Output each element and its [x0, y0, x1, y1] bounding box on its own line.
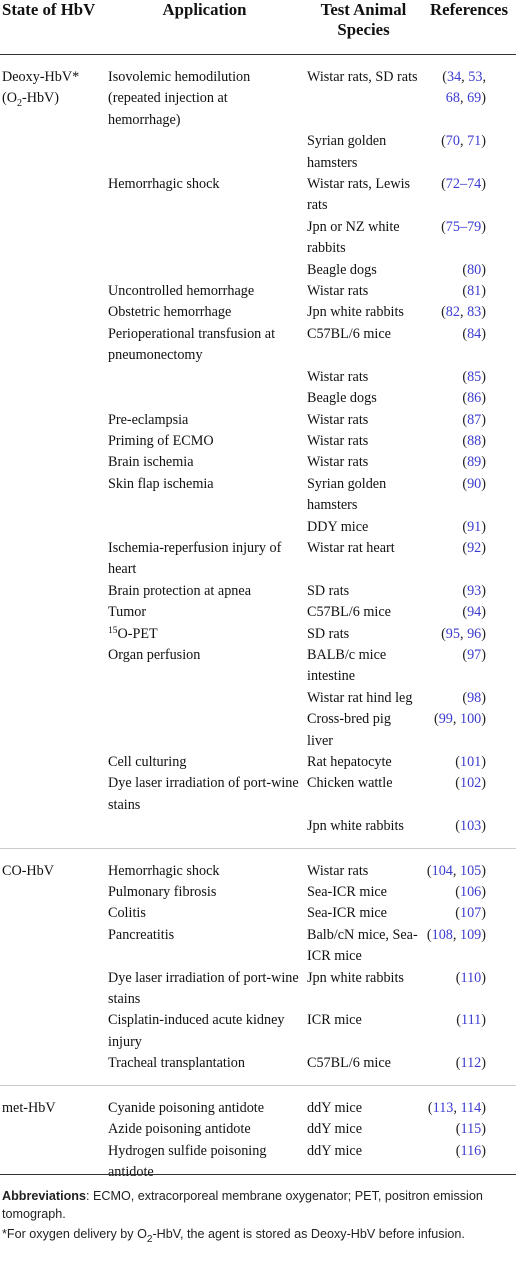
- state-sublabel: $(O_2-HbV)$: [2, 90, 60, 110]
- application-text: Tumor: [108, 604, 147, 621]
- application-cell: [104, 602, 305, 623]
- abbreviations-label: Abbreviations: [2, 1189, 86, 1203]
- references-cell: (116): [455, 1142, 486, 1159]
- application-cell: [104, 55, 305, 132]
- references-cell: (93): [462, 582, 486, 599]
- state-cell: [0, 848, 104, 882]
- application-cell: [104, 709, 305, 752]
- species-cell: Wistar rats, SD rats: [307, 69, 418, 85]
- species-cell: Jpn white rabbits: [307, 304, 404, 321]
- species-cell: Wistar rats: [307, 283, 369, 300]
- state-cell: [0, 474, 104, 517]
- state-cell: [0, 752, 104, 773]
- application-text: Isovolemic hemodilution (repeated injection at hemorrhage): [108, 69, 251, 128]
- state-cell: [0, 581, 104, 602]
- state-cell: [0, 410, 104, 431]
- reference-link[interactable]: 80: [467, 261, 482, 278]
- reference-link[interactable]: 114: [460, 1099, 482, 1116]
- application-text: Pancreatitis: [108, 926, 175, 943]
- reference-link[interactable]: 91: [467, 518, 482, 535]
- reference-link[interactable]: 95: [445, 625, 460, 642]
- references-cell: (95, 96): [441, 625, 486, 642]
- reference-link[interactable]: 71: [467, 133, 482, 150]
- application-text: Pre-eclampsia: [108, 411, 189, 428]
- application-text: Skin flap ischemia: [108, 475, 214, 492]
- application-text: Cisplatin-induced acute kidney injury: [108, 1012, 285, 1050]
- application-cell: [104, 848, 305, 882]
- application-cell: [104, 367, 305, 388]
- references-cell: (111): [456, 1012, 486, 1029]
- references-cell: (104, 105): [426, 862, 486, 879]
- state-cell: [0, 217, 104, 260]
- application-cell: [104, 816, 305, 848]
- state-cell: [0, 517, 104, 538]
- reference-link[interactable]: 109: [459, 926, 482, 943]
- state-cell: [0, 624, 104, 645]
- state-cell: [0, 816, 104, 848]
- species-cell: C57BL/6 mice: [307, 604, 391, 621]
- table-row: [0, 517, 516, 538]
- application-text: Azide poisoning antidote: [108, 1121, 251, 1138]
- reference-link[interactable]: 116: [460, 1142, 482, 1159]
- table-row: [0, 1053, 516, 1085]
- application-text: Cyanide poisoning antidote: [108, 1099, 265, 1116]
- application-cell: [104, 645, 305, 688]
- references-cell: (80): [462, 261, 486, 278]
- table-row: [0, 55, 516, 132]
- application-text: Hydrogen sulfide poisoning antidote: [108, 1142, 267, 1180]
- species-cell: Syrian golden hamsters: [307, 475, 387, 514]
- table-row: [0, 709, 516, 752]
- application-cell: [104, 1085, 305, 1119]
- application-cell: [104, 260, 305, 281]
- abbreviations-note: [2, 1187, 514, 1223]
- species-cell: SD rats: [307, 582, 350, 599]
- state-cell: [0, 903, 104, 924]
- reference-link[interactable]: 108: [431, 926, 453, 943]
- species-cell: Chicken wattle: [307, 775, 393, 792]
- state-cell: [0, 281, 104, 302]
- table-row: [0, 1119, 516, 1140]
- references-cell: (72–74): [441, 176, 486, 193]
- reference-link[interactable]: 106: [459, 884, 482, 901]
- state-cell: [0, 688, 104, 709]
- application-text: Dye laser irradiation of port-wine stains: [108, 775, 299, 813]
- state-cell: [0, 431, 104, 452]
- references-cell: (107): [455, 905, 486, 922]
- reference-link[interactable]: 96: [467, 625, 482, 642]
- reference-link[interactable]: 112: [460, 1055, 482, 1072]
- species-cell: ddY mice: [307, 1121, 363, 1138]
- references-cell: (97): [462, 646, 486, 663]
- application-cell: [104, 773, 305, 816]
- species-cell: DDY mice: [307, 518, 369, 535]
- application-cell: [104, 538, 305, 581]
- table-row: [0, 538, 516, 581]
- species-cell: Wistar rats: [307, 368, 369, 385]
- references-cell: (87): [462, 411, 486, 428]
- table-row: [0, 388, 516, 409]
- references-cell: (90): [462, 475, 486, 492]
- table-body: [0, 55, 516, 1194]
- species-cell: ICR mice: [307, 1012, 362, 1029]
- state-cell: [0, 55, 104, 132]
- state-cell: [0, 709, 104, 752]
- table-row: [0, 688, 516, 709]
- references-cell: (85): [462, 368, 486, 385]
- reference-link[interactable]: 92: [467, 539, 482, 556]
- table-row: [0, 645, 516, 688]
- table-row: [0, 848, 516, 882]
- table-row: [0, 302, 516, 323]
- application-cell: [104, 1010, 305, 1053]
- reference-link[interactable]: 84: [467, 325, 482, 342]
- references-cell: (106): [455, 884, 486, 901]
- application-cell: [104, 1119, 305, 1140]
- header-application: Application: [104, 0, 305, 55]
- species-cell: Wistar rats, Lewis rats: [307, 176, 411, 214]
- table-row: [0, 410, 516, 431]
- references-cell: (94): [462, 604, 486, 621]
- table-row: [0, 752, 516, 773]
- table-row: [0, 1010, 516, 1053]
- references-cell: (102): [455, 775, 486, 792]
- reference-link[interactable]: 53: [468, 69, 483, 85]
- application-cell: [104, 174, 305, 217]
- application-cell: [104, 1053, 305, 1085]
- references-cell: (92): [462, 539, 486, 556]
- reference-link[interactable]: 98: [467, 689, 482, 706]
- application-text: O-PET: [117, 625, 158, 642]
- application-text: Obstetric hemorrhage: [108, 304, 232, 321]
- reference-link[interactable]: 82: [445, 304, 460, 321]
- application-text: Pulmonary fibrosis: [108, 884, 217, 901]
- species-cell: Jpn white rabbits: [305, 816, 422, 848]
- species-cell: Cross-bred pig liver: [307, 711, 391, 749]
- oxygen-delivery-note: *For oxygen delivery by $O_2$-HbV, the agent is stored as Deoxy-HbV before infusion.: [2, 1227, 465, 1245]
- application-cell: [104, 324, 305, 367]
- species-cell: ddY mice: [307, 1099, 363, 1116]
- species-cell: BALB/c mice intestine: [307, 646, 387, 685]
- species-cell: Sea-ICR mice: [307, 905, 387, 922]
- reference-link[interactable]: 81: [467, 283, 482, 300]
- application-cell: [104, 925, 305, 968]
- table-row: [0, 174, 516, 217]
- state-cell: [0, 302, 104, 323]
- references-cell: (34, 53, 68, 69): [442, 69, 486, 107]
- table-row: [0, 773, 516, 816]
- application-cell: [104, 882, 305, 903]
- references-cell: (113, 114): [427, 1099, 486, 1116]
- references-cell: (99, 100): [433, 711, 486, 728]
- state-cell: [0, 131, 104, 174]
- references-cell: (81): [462, 283, 486, 300]
- application-cell: [104, 688, 305, 709]
- application-text: Brain protection at apnea: [108, 582, 251, 599]
- species-cell: Wistar rats: [307, 862, 369, 879]
- state-label: CO-HbV: [2, 862, 55, 879]
- reference-link[interactable]: 86: [467, 390, 482, 407]
- state-cell: [0, 388, 104, 409]
- table-row: [0, 452, 516, 473]
- state-cell: [0, 260, 104, 281]
- table-row: [0, 581, 516, 602]
- species-cell: Balb/cN mice, Sea-ICR mice: [307, 926, 418, 965]
- state-cell: [0, 773, 104, 816]
- references-cell: (98): [462, 689, 486, 706]
- reference-link[interactable]: 105: [459, 862, 482, 879]
- species-cell: SD rats: [307, 625, 350, 642]
- references-cell: (88): [462, 432, 486, 449]
- application-cell: [104, 302, 305, 323]
- abbreviations-text: : ECMO, extracorporeal membrane oxygenator; PET, positron emission tomograph.: [2, 1189, 483, 1221]
- application-text: Organ perfusion: [108, 646, 201, 663]
- application-cell: [104, 517, 305, 538]
- table-row: [0, 281, 516, 302]
- application-text: Ischemia-reperfusion injury of heart: [108, 539, 282, 578]
- application-cell: [104, 624, 305, 645]
- references-cell: (70, 71): [441, 133, 486, 150]
- application-text: Tracheal transplantation: [108, 1055, 245, 1072]
- reference-link[interactable]: 100: [459, 711, 482, 728]
- reference-link[interactable]: 110: [460, 969, 482, 986]
- table-row: [0, 624, 516, 645]
- reference-link[interactable]: 75–79: [445, 218, 482, 235]
- species-cell: Syrian golden hamsters: [307, 133, 387, 171]
- application-cell: [104, 217, 305, 260]
- species-cell: Jpn white rabbits: [307, 969, 404, 986]
- reference-link[interactable]: 102: [459, 775, 482, 792]
- state-cell: [0, 645, 104, 688]
- reference-link[interactable]: 87: [467, 411, 482, 428]
- species-cell: Beagle dogs: [307, 390, 377, 407]
- reference-link[interactable]: 113: [432, 1099, 454, 1116]
- header-references: References: [422, 0, 516, 55]
- references-cell: (84): [462, 325, 486, 342]
- state-cell: [0, 968, 104, 1011]
- reference-link[interactable]: 94: [467, 604, 482, 621]
- reference-link[interactable]: 34: [446, 69, 462, 85]
- application-text: Cell culturing: [108, 754, 187, 770]
- table-footnotes: [0, 1174, 516, 1245]
- references-cell: (75–79): [441, 218, 486, 235]
- references-cell: (89): [462, 454, 486, 471]
- application-text: Hemorrhagic shock: [108, 862, 220, 879]
- state-cell: [0, 174, 104, 217]
- table-row: [0, 602, 516, 623]
- state-cell: [0, 1053, 104, 1085]
- table-row: [0, 260, 516, 281]
- species-cell: Beagle dogs: [307, 261, 377, 278]
- state-cell: [0, 452, 104, 473]
- reference-link[interactable]: 69: [467, 90, 482, 107]
- references-cell: (112): [422, 1053, 516, 1085]
- table-row: [0, 217, 516, 260]
- species-cell: ddY mice: [307, 1142, 363, 1159]
- application-text: Dye laser irradiation of port-wine stains: [108, 969, 299, 1008]
- state-cell: [0, 324, 104, 367]
- species-cell: Wistar rat hind leg: [307, 689, 413, 706]
- application-text: Brain ischemia: [108, 454, 194, 471]
- state-cell: [0, 1085, 104, 1119]
- application-cell: [104, 581, 305, 602]
- reference-link[interactable]: 107: [459, 905, 482, 922]
- state-cell: [0, 882, 104, 903]
- species-cell: C57BL/6 mice: [305, 1053, 422, 1085]
- table-row: [0, 367, 516, 388]
- application-cell: [104, 281, 305, 302]
- table-row: [0, 324, 516, 367]
- reference-link[interactable]: 89: [467, 454, 482, 471]
- application-text: Priming of ECMO: [108, 432, 214, 449]
- reference-link[interactable]: 99: [438, 711, 453, 728]
- application-text: Hemorrhagic shock: [108, 176, 220, 193]
- table-row: [0, 1085, 516, 1119]
- table-row: [0, 903, 516, 924]
- application-cell: [104, 752, 305, 773]
- reference-link[interactable]: 103: [459, 818, 482, 835]
- table-row: [0, 431, 516, 452]
- species-cell: Rat hepatocyte: [307, 754, 392, 770]
- state-cell: [0, 367, 104, 388]
- header-row: [0, 0, 516, 55]
- isotope-superscript: 15: [108, 625, 118, 636]
- application-cell: [104, 452, 305, 473]
- application-cell: [104, 131, 305, 174]
- species-cell: Wistar rat heart: [307, 539, 395, 556]
- application-text: Colitis: [108, 905, 146, 922]
- application-cell: [104, 903, 305, 924]
- reference-link[interactable]: 97: [467, 646, 482, 663]
- application-text: Uncontrolled hemorrhage: [108, 283, 255, 300]
- reference-link[interactable]: 85: [467, 368, 482, 385]
- state-cell: [0, 538, 104, 581]
- reference-link[interactable]: 101: [459, 754, 482, 770]
- reference-link[interactable]: 88: [467, 432, 482, 449]
- reference-link[interactable]: 68: [445, 90, 460, 107]
- reference-link[interactable]: 115: [460, 1121, 482, 1138]
- references-cell: (103): [422, 816, 516, 848]
- species-cell: Sea-ICR mice: [307, 884, 387, 901]
- table-row: [0, 882, 516, 903]
- state-cell: [0, 602, 104, 623]
- reference-link[interactable]: 72–74: [445, 176, 482, 193]
- table-row: [0, 131, 516, 174]
- reference-link[interactable]: 93: [467, 582, 482, 599]
- reference-link[interactable]: 70: [445, 133, 460, 150]
- references-cell: (115): [455, 1121, 486, 1138]
- reference-link[interactable]: 111: [461, 1012, 482, 1029]
- species-cell: C57BL/6 mice: [307, 325, 391, 342]
- reference-link[interactable]: 83: [467, 304, 482, 321]
- table-row: [0, 474, 516, 517]
- table-row: [0, 968, 516, 1011]
- application-cell: [104, 431, 305, 452]
- state-cell: [0, 925, 104, 968]
- state-cell: [0, 1010, 104, 1053]
- reference-link[interactable]: 104: [431, 862, 453, 879]
- references-cell: (91): [462, 518, 486, 535]
- references-cell: (86): [462, 390, 486, 407]
- table-row: [0, 925, 516, 968]
- references-cell: (82, 83): [441, 304, 486, 321]
- header-state: State of HbV: [0, 0, 104, 55]
- application-cell: [104, 410, 305, 431]
- species-cell: Wistar rats: [307, 454, 369, 471]
- application-cell: [104, 474, 305, 517]
- references-cell: (101): [455, 754, 486, 770]
- state-cell: [0, 1119, 104, 1140]
- application-cell: [104, 388, 305, 409]
- header-species: Test Animal Species: [305, 0, 422, 55]
- table-row: [0, 816, 516, 848]
- species-cell: Wistar rats: [307, 432, 369, 449]
- species-cell: Jpn or NZ white rabbits: [307, 218, 400, 257]
- references-cell: (110): [455, 969, 486, 986]
- reference-link[interactable]: 90: [467, 475, 482, 492]
- application-cell: [104, 968, 305, 1011]
- species-cell: Wistar rats: [307, 411, 369, 428]
- references-cell: (108, 109): [426, 926, 486, 943]
- application-text: Perioperational transfusion at pneumonectomy: [108, 325, 276, 364]
- state-label: met-HbV: [2, 1099, 56, 1116]
- state-label: Deoxy-HbV*: [2, 69, 80, 85]
